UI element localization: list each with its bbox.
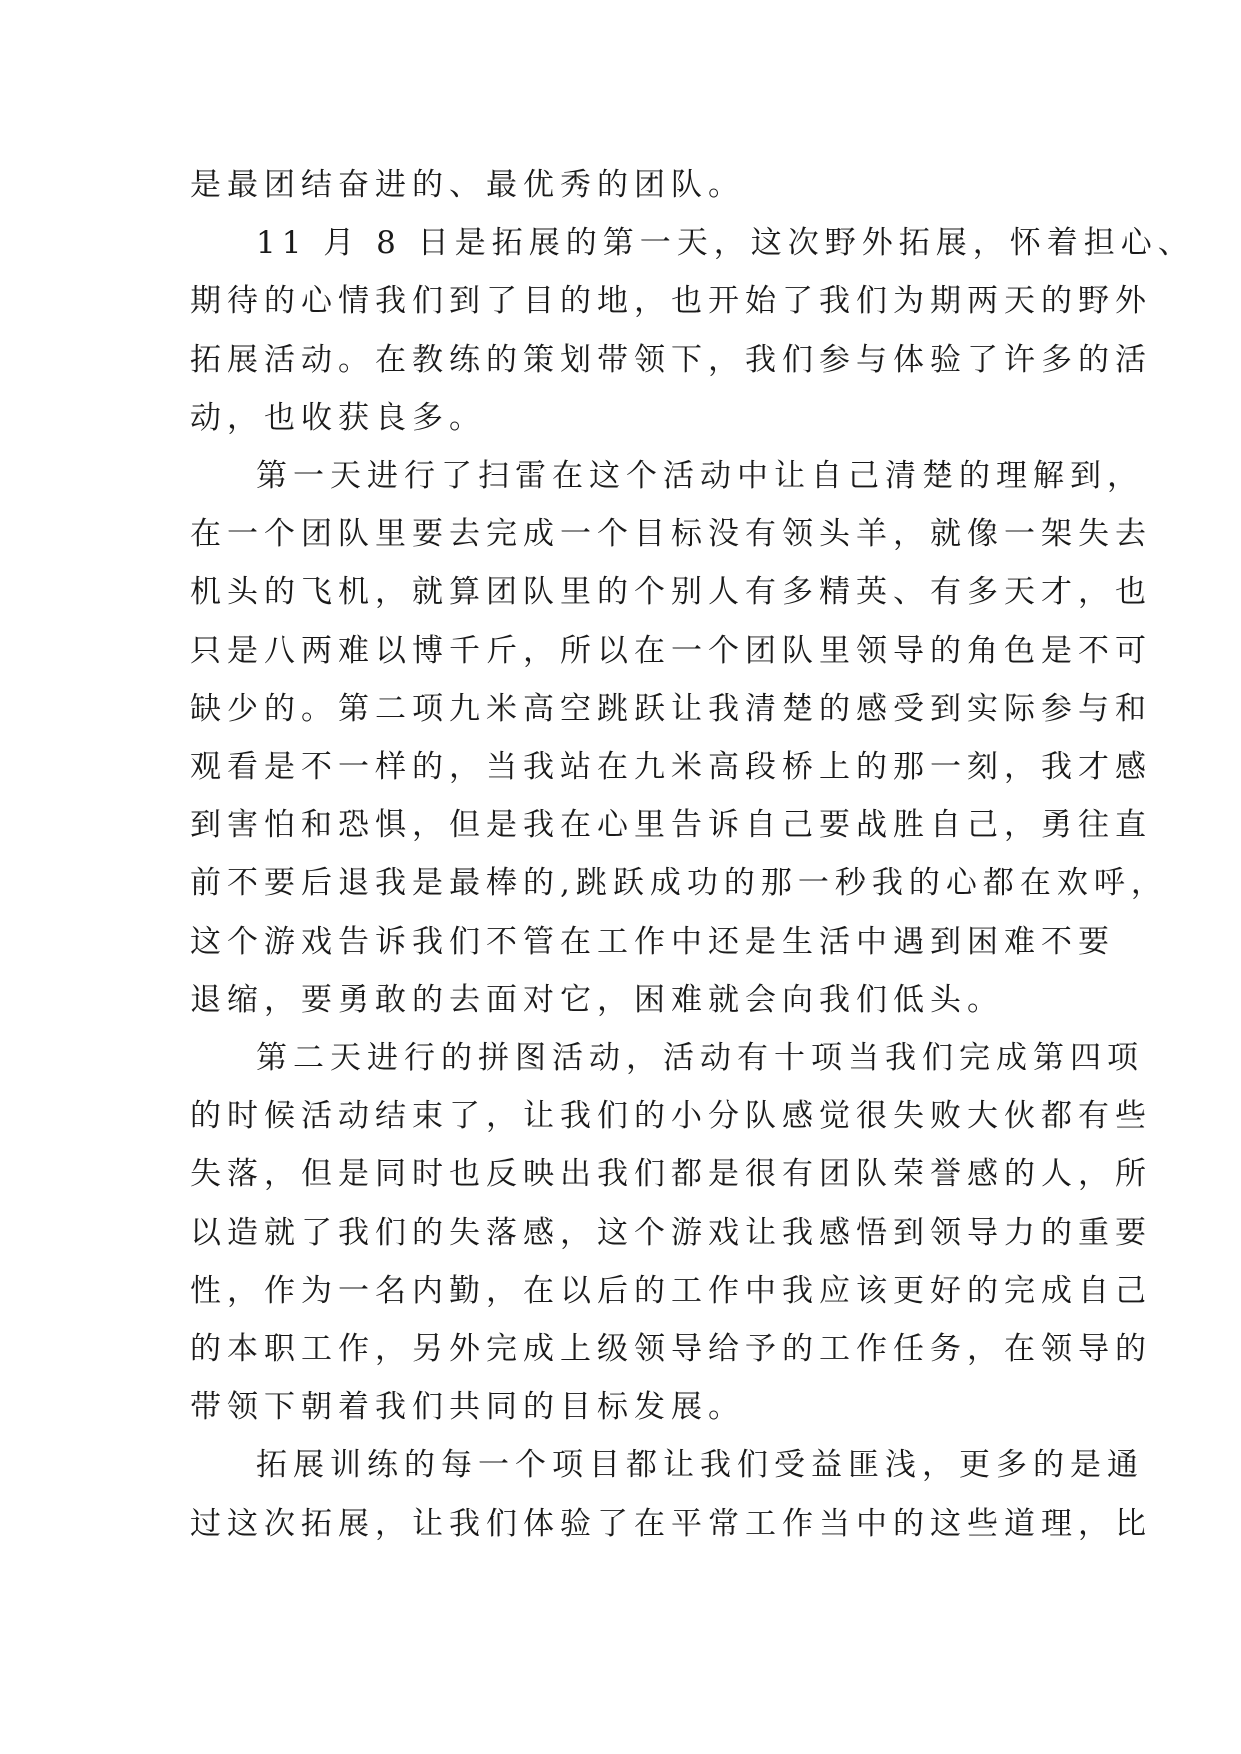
text-line: 只是八两难以博千斤，所以在一个团队里领导的角色是不可 (190, 632, 1152, 669)
text-line: 在一个团队里要去完成一个目标没有领头羊，就像一架失去 (190, 516, 1152, 553)
text-line: 是最团结奋进的、最优秀的团队。 (190, 167, 745, 203)
text-line: 前不要后退我是最棒的,跳跃成功的那一秒我的心都在欢呼， (190, 865, 1168, 902)
text-line: 退缩，要勇敢的去面对它，困难就会向我们低头。 (190, 981, 1004, 1018)
text-line: 拓展训练的每一个项目都让我们受益匪浅，更多的是通 (256, 1447, 1144, 1484)
text-line: 观看是不一样的，当我站在九米高段桥上的那一刻，我才感 (190, 749, 1152, 786)
text-line: 11 月 8 日是拓展的第一天，这次野外拓展，怀着担心、 (256, 225, 1195, 262)
text-line: 第一天进行了扫雷在这个活动中让自己清楚的理解到， (256, 458, 1144, 495)
text-line: 到害怕和恐惧，但是我在心里告诉自己要战胜自己，勇往直 (190, 807, 1152, 844)
text-line: 带领下朝着我们共同的目标发展。 (190, 1389, 745, 1426)
text-line: 以造就了我们的失落感，这个游戏让我感悟到领导力的重要 (190, 1214, 1152, 1251)
text-line: 这个游戏告诉我们不管在工作中还是生活中遇到困难不要 (190, 923, 1115, 960)
text-line: 性，作为一名内勤，在以后的工作中我应该更好的完成自己 (190, 1272, 1152, 1309)
text-line: 期待的心情我们到了目的地，也开始了我们为期两天的野外 (190, 283, 1152, 320)
text-line: 的时候活动结束了，让我们的小分队感觉很失败大伙都有些 (190, 1098, 1152, 1135)
text-line: 过这次拓展，让我们体验了在平常工作当中的这些道理，比 (190, 1505, 1152, 1542)
text-line: 失落，但是同时也反映出我们都是很有团队荣誉感的人，所 (190, 1156, 1152, 1193)
text-line: 第二天进行的拼图活动，活动有十项当我们完成第四项 (256, 1040, 1144, 1077)
document-body (190, 156, 1195, 1553)
text-line: 拓展活动。在教练的策划带领下，我们参与体验了许多的活 (190, 341, 1152, 378)
text-line: 的本职工作，另外完成上级领导给予的工作任务，在领导的 (190, 1331, 1152, 1368)
text-line: 机头的飞机，就算团队里的个别人有多精英、有多天才，也 (190, 574, 1152, 611)
text-line: 动，也收获良多。 (190, 399, 486, 436)
text-line: 缺少的。第二项九米高空跳跃让我清楚的感受到实际参与和 (190, 690, 1152, 727)
